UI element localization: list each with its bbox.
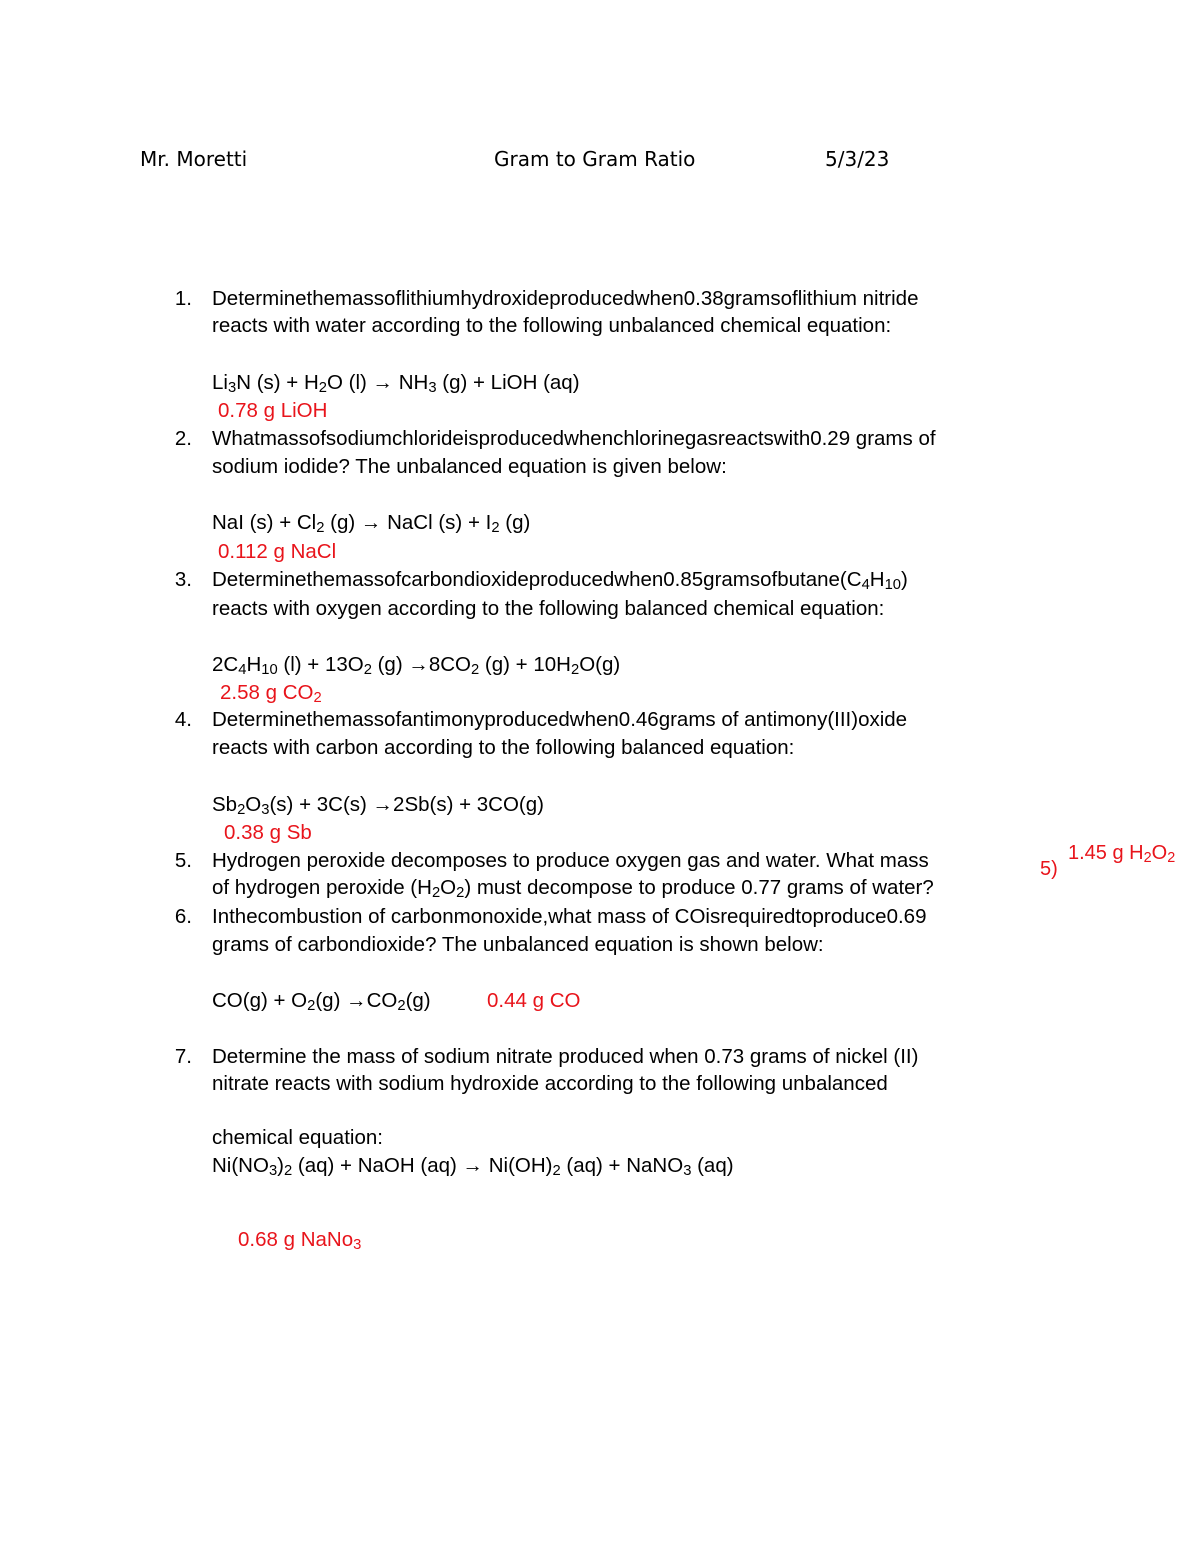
page-title: Gram to Gram Ratio — [494, 147, 696, 171]
question-text: of hydrogen peroxide $(H_2O_2)$ must decompose to produce 0.77 grams of water? — [212, 876, 934, 902]
side-note-label: 5) — [1040, 858, 1058, 880]
chemical-equation: NaI $(s) + Cl_2$ (g) → NaCl $(s) + I_2$ (g) — [212, 511, 531, 537]
question-text: reacts with carbon according to the following balanced equation: — [212, 736, 795, 759]
answer: 0.112 g NaCl — [218, 540, 337, 563]
question-text: grams of carbondioxide? The unbalanced equation is shown below: — [212, 933, 824, 956]
question-text: Determinethemassoflithiumhydroxideproducedwhen0.38gramsoflithium nitride — [212, 287, 919, 310]
question-text: $Determinethemassofcarbondioxideproducedwhen0.85gramsofbutane(C_4H_{10})$ — [212, 568, 908, 594]
teacher-name: Mr. Moretti — [140, 147, 248, 171]
question-text: reacts with water according to the following unbalanced chemical equation: — [212, 314, 892, 337]
chemical-equation: $Li_3N$ $(s) + H_2O$ $(l) \to NH_3$ (g) + LiOH (aq) — [212, 371, 580, 397]
chemical-equation: $Ni(NO_3)_2$ (aq) + NaOH $(aq) \to Ni(OH)_2$ (aq) + NaNO$_3$ (aq) — [212, 1154, 734, 1180]
question-text: reacts with oxygen according to the following balanced chemical equation: — [212, 597, 885, 620]
question-text: Inthecombustion of carbonmonoxide,what mass of COisrequiredtoproduce0.69 — [212, 905, 927, 928]
question-number: 1. — [174, 287, 192, 310]
question-number: 7. — [174, 1045, 192, 1068]
answer: 0.38 g Sb — [224, 821, 312, 844]
question-number: 6. — [174, 905, 192, 928]
question-text: Whatmassofsodiumchlorideisproducedwhenchlorinegasreactswith0.29 grams of — [212, 427, 936, 450]
chemical-equation: $Sb_2O_3(s) + 3C(s) \to 2Sb(s) + 3CO(g)$ — [212, 793, 544, 819]
chemical-equation: $2C_4H_{10}$ $(l) + 13O_2$ $(g) \to 8CO_2$ $(g) + 10H_2O(g)$ — [212, 653, 621, 679]
question-text: Hydrogen peroxide decomposes to produce oxygen gas and water. What mass — [212, 849, 929, 872]
answer: 0.44 g CO — [487, 989, 581, 1012]
question-number: 4. — [174, 708, 192, 731]
question-number: 5. — [174, 849, 192, 872]
answer: 0.68 g NaNo$_3$ — [238, 1228, 362, 1254]
question-text: Determine the mass of sodium nitrate produced when 0.73 grams of nickel (II) — [212, 1045, 919, 1068]
question-text: Determinethemassofantimonyproducedwhen0.46grams of antimony(III)oxide — [212, 708, 908, 731]
question-text: sodium iodide? The unbalanced equation is given below: — [212, 455, 727, 478]
side-note-answer: 1.45 g $H_2O_2$ — [1068, 842, 1176, 867]
question-text: chemical equation: — [212, 1126, 383, 1149]
question-number: 2. — [174, 427, 192, 450]
chemical-equation: $CO(g) + O_2(g) \to CO_2(g)$ — [212, 989, 431, 1015]
answer: 0.78 g LiOH — [218, 399, 328, 422]
date: 5/3/23 — [825, 147, 890, 171]
question-number: 3. — [174, 568, 192, 591]
answer: 2.58 g $CO_2$ — [220, 681, 322, 707]
question-text: nitrate reacts with sodium hydroxide according to the following unbalanced — [212, 1072, 888, 1095]
